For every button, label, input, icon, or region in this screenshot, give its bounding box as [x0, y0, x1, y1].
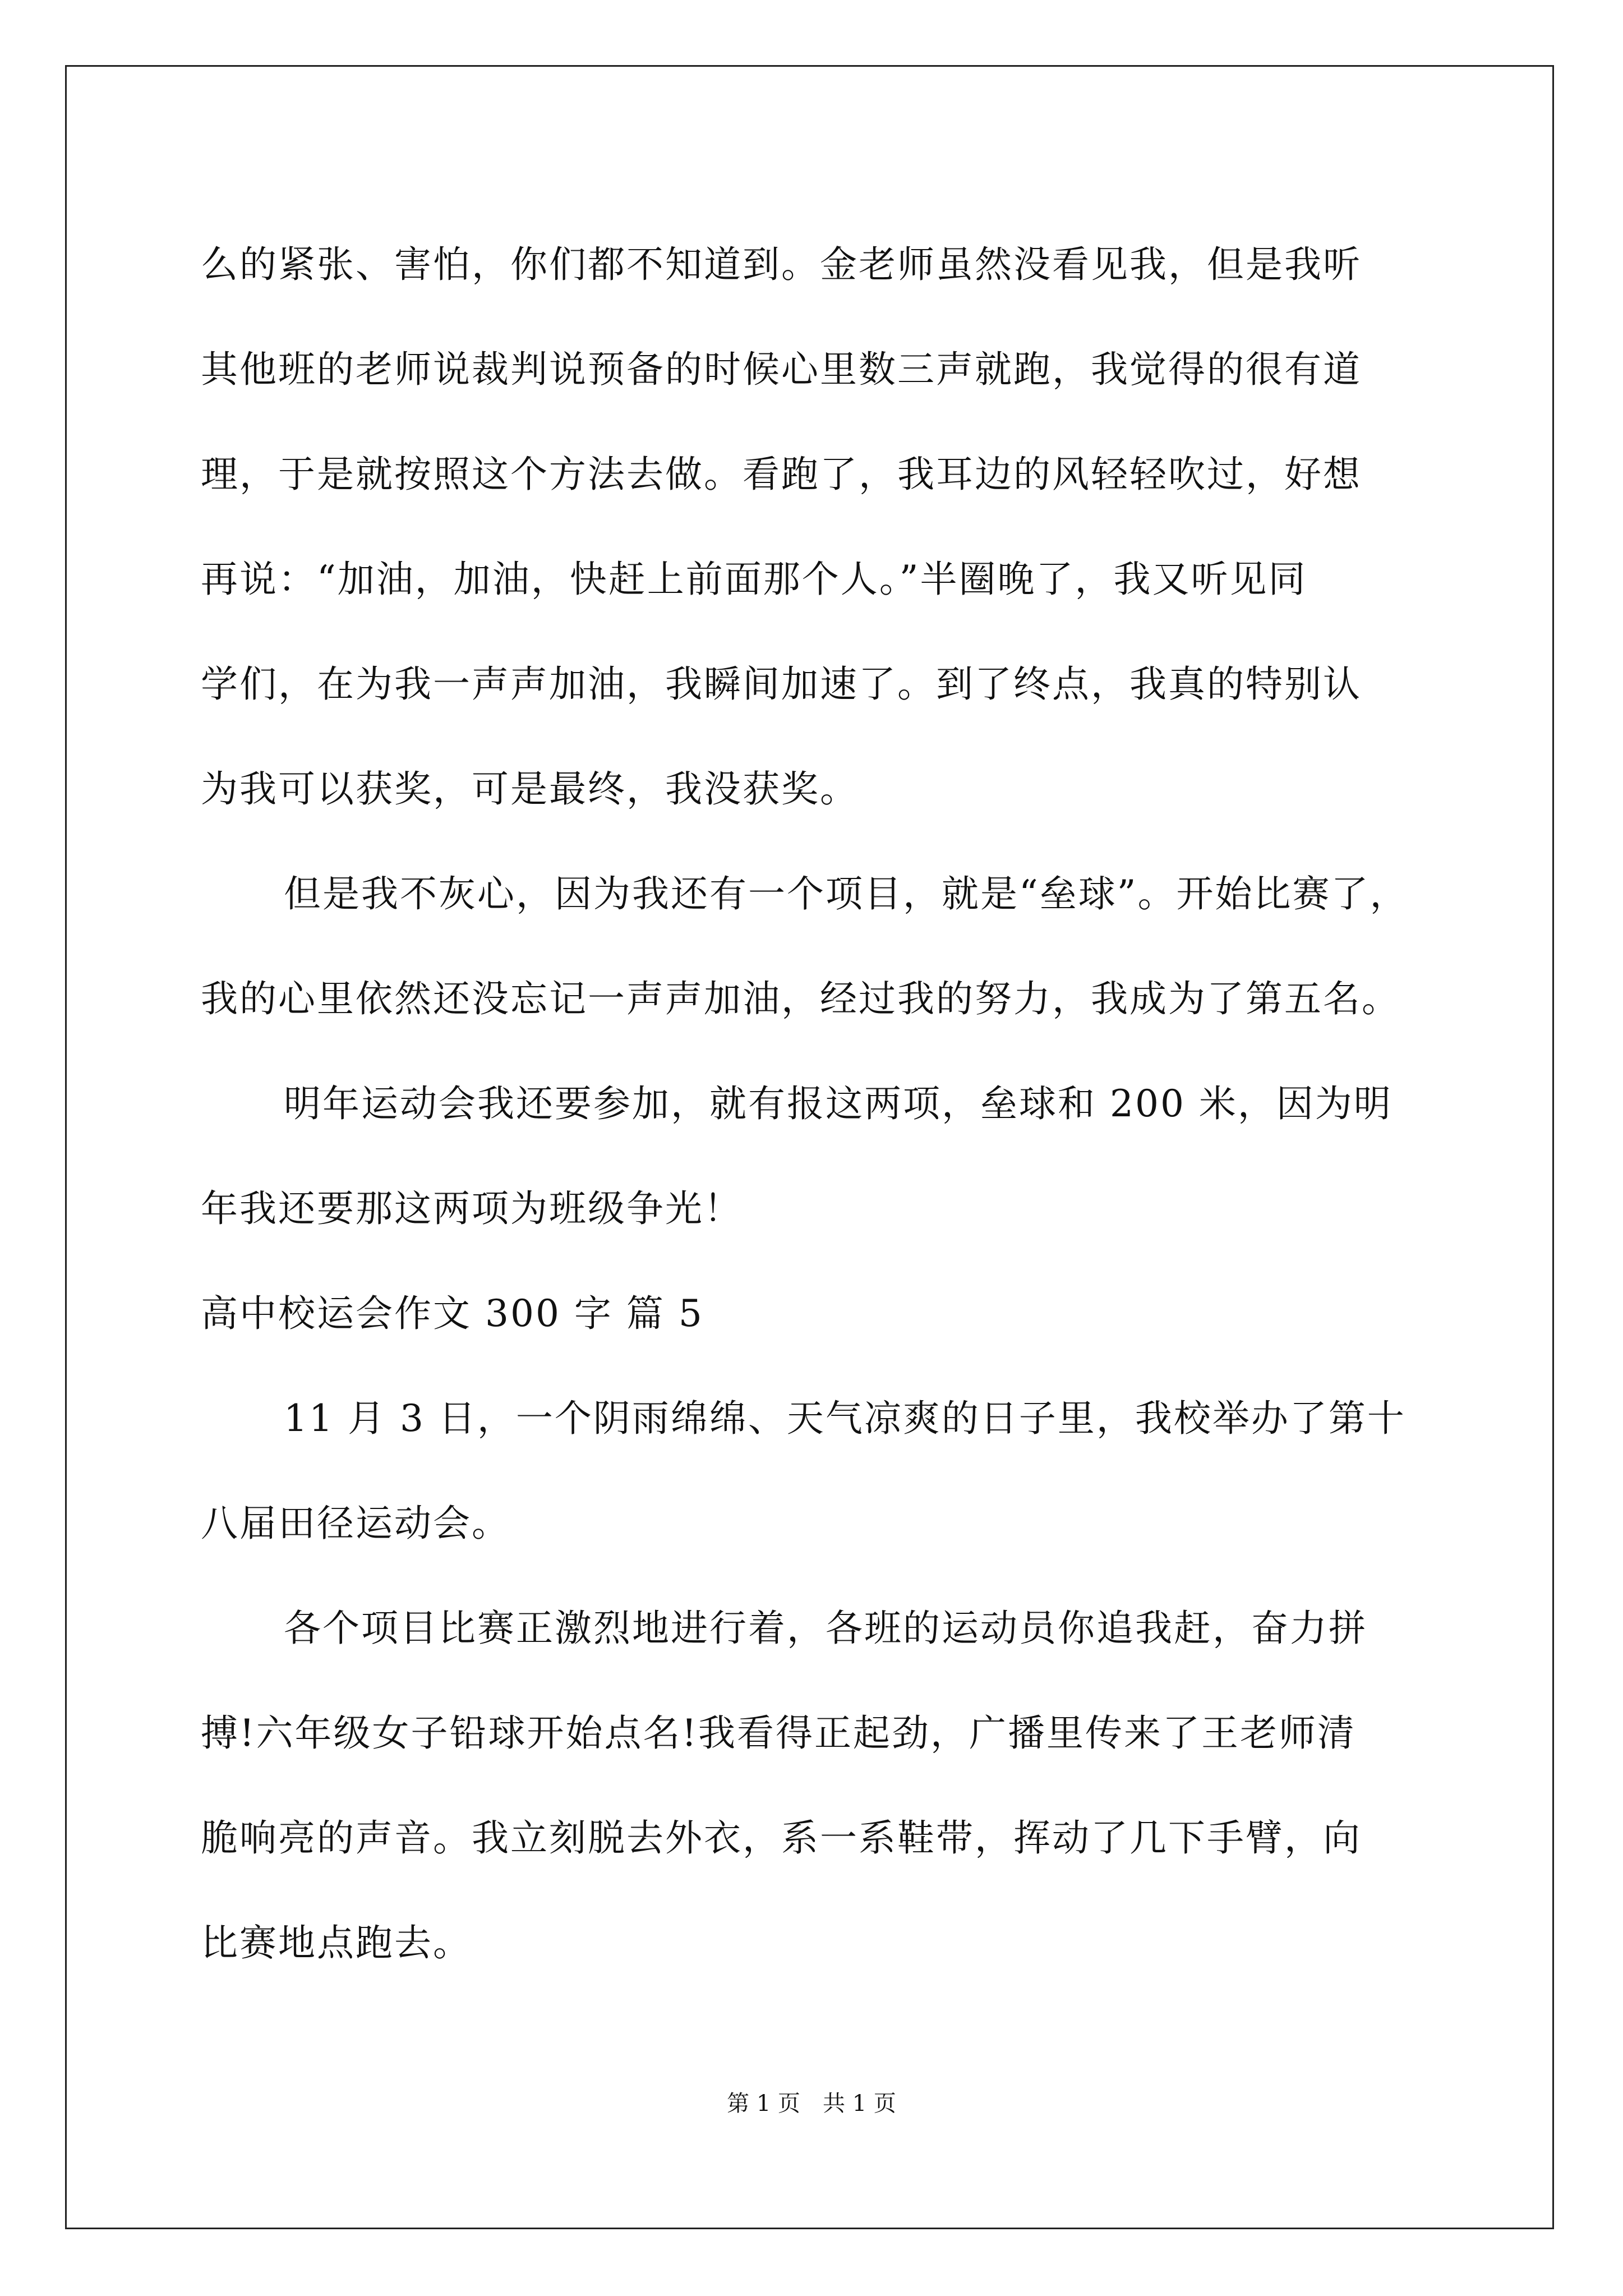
- text-line: 么的紧张、害怕，你们都不知道到。金老师虽然没看见我，但是我听: [201, 243, 1362, 286]
- text-line: 年我还要那这两项为班级争光！: [201, 1187, 743, 1230]
- page-number: 第 1 页: [727, 2091, 800, 2116]
- text-line: 搏!六年级女子铅球开始点名!我看得正起劲，广播里传来了王老师清: [201, 1711, 1357, 1755]
- text-line: 我的心里依然还没忘记一声声加油，经过我的努力，我成为了第五名。: [201, 977, 1400, 1020]
- text-line: 再说：“加油，加油，快赶上前面那个人。”半圈晚了，我又听见同: [201, 558, 1307, 601]
- paragraph-start-line: 但是我不灰心，因为我还有一个项目，就是“垒球”。开始比赛了，: [284, 872, 1409, 915]
- paragraph-start-line: 11 月 3 日，一个阴雨绵绵、天气凉爽的日子里，我校举办了第十: [284, 1397, 1406, 1440]
- text-line: 脆响亮的声音。我立刻脱去外衣，系一系鞋带，挥动了几下手臂，向: [201, 1816, 1362, 1860]
- paragraph-start-line: 明年运动会我还要参加，就有报这两项，垒球和 200 米，因为明: [284, 1082, 1393, 1125]
- document-body: [201, 212, 1423, 1995]
- page-footer: [0, 2087, 1623, 2120]
- text-line: 比赛地点跑去。: [201, 1921, 472, 1964]
- paragraph-start-line: 各个项目比赛正激烈地进行着，各班的运动员你追我赶，奋力拼: [284, 1607, 1367, 1650]
- section-heading: 高中校运会作文 300 字 篇 5: [201, 1292, 704, 1335]
- text-line: 其他班的老师说裁判说预备的时候心里数三声就跑，我觉得的很有道: [201, 348, 1362, 391]
- text-line: 理，于是就按照这个方法去做。看跑了，我耳边的风轻轻吹过，好想: [201, 453, 1362, 496]
- text-line: 八届田径运动会。: [201, 1502, 510, 1545]
- text-line: 为我可以获奖，可是最终，我没获奖。: [201, 767, 859, 811]
- text-line: 学们，在为我一声声加油，我瞬间加速了。到了终点，我真的特别认: [201, 662, 1362, 706]
- page-total: 共 1 页: [823, 2091, 896, 2116]
